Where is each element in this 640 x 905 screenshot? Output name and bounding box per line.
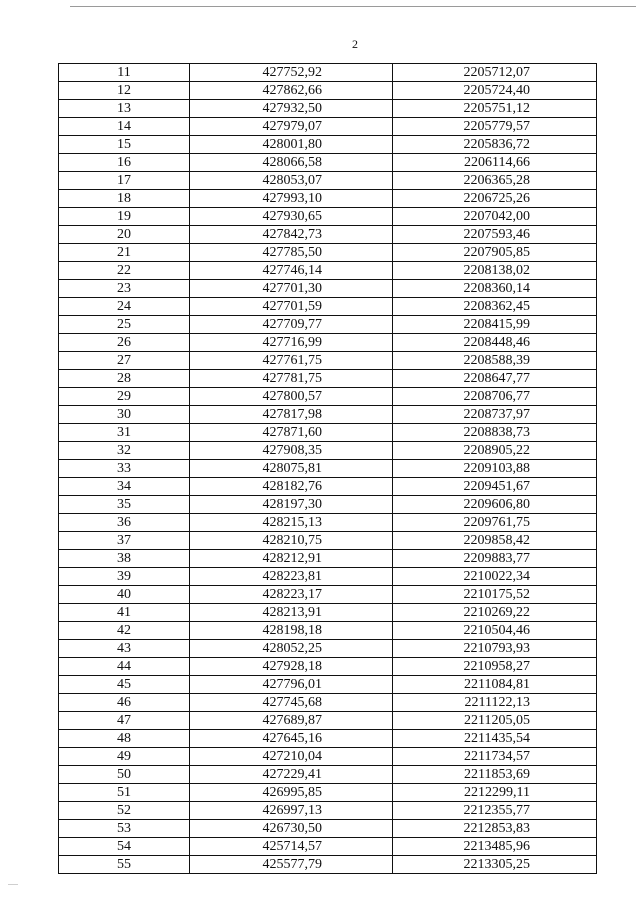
- table-row: [59, 316, 597, 334]
- x-coordinate-cell: 427716,99: [190, 334, 393, 352]
- table-row: [59, 568, 597, 586]
- table-row: [59, 136, 597, 154]
- x-coordinate-cell: 426730,50: [190, 820, 393, 838]
- x-coordinate-cell: 428053,07: [190, 172, 393, 190]
- y-coordinate-cell: 2213485,96: [393, 838, 597, 856]
- point-number-cell: 38: [59, 550, 190, 568]
- point-number-cell: 42: [59, 622, 190, 640]
- table-row: [59, 604, 597, 622]
- x-coordinate-cell: 428066,58: [190, 154, 393, 172]
- y-coordinate-cell: 2211853,69: [393, 766, 597, 784]
- y-coordinate-cell: 2208415,99: [393, 316, 597, 334]
- y-coordinate-cell: 2206114,66: [393, 154, 597, 172]
- x-coordinate-cell: 427229,41: [190, 766, 393, 784]
- y-coordinate-cell: 2209883,77: [393, 550, 597, 568]
- table-row: [59, 514, 597, 532]
- x-coordinate-cell: 427979,07: [190, 118, 393, 136]
- table-row: [59, 118, 597, 136]
- table-row: [59, 712, 597, 730]
- x-coordinate-cell: 428223,81: [190, 568, 393, 586]
- x-coordinate-cell: 427781,75: [190, 370, 393, 388]
- y-coordinate-cell: 2207042,00: [393, 208, 597, 226]
- x-coordinate-cell: 427761,75: [190, 352, 393, 370]
- y-coordinate-cell: 2211122,13: [393, 694, 597, 712]
- y-coordinate-cell: 2208905,22: [393, 442, 597, 460]
- point-number-cell: 47: [59, 712, 190, 730]
- point-number-cell: 31: [59, 424, 190, 442]
- y-coordinate-cell: 2209451,67: [393, 478, 597, 496]
- point-number-cell: 43: [59, 640, 190, 658]
- point-number-cell: 29: [59, 388, 190, 406]
- x-coordinate-cell: 427785,50: [190, 244, 393, 262]
- point-number-cell: 11: [59, 64, 190, 82]
- scan-mark: [8, 884, 18, 885]
- x-coordinate-cell: 428215,13: [190, 514, 393, 532]
- table-row: [59, 550, 597, 568]
- point-number-cell: 33: [59, 460, 190, 478]
- y-coordinate-cell: 2210793,93: [393, 640, 597, 658]
- y-coordinate-cell: 2208362,45: [393, 298, 597, 316]
- table-row: [59, 460, 597, 478]
- point-number-cell: 45: [59, 676, 190, 694]
- x-coordinate-cell: 427709,77: [190, 316, 393, 334]
- x-coordinate-cell: 427817,98: [190, 406, 393, 424]
- x-coordinate-cell: 425714,57: [190, 838, 393, 856]
- y-coordinate-cell: 2208138,02: [393, 262, 597, 280]
- y-coordinate-cell: 2212355,77: [393, 802, 597, 820]
- table-row: [59, 154, 597, 172]
- y-coordinate-cell: 2207593,46: [393, 226, 597, 244]
- point-number-cell: 46: [59, 694, 190, 712]
- point-number-cell: 21: [59, 244, 190, 262]
- y-coordinate-cell: 2205751,12: [393, 100, 597, 118]
- table-row: [59, 244, 597, 262]
- x-coordinate-cell: 428052,25: [190, 640, 393, 658]
- y-coordinate-cell: 2205712,07: [393, 64, 597, 82]
- y-coordinate-cell: 2206365,28: [393, 172, 597, 190]
- table-row: [59, 64, 597, 82]
- y-coordinate-cell: 2212853,83: [393, 820, 597, 838]
- x-coordinate-cell: 427908,35: [190, 442, 393, 460]
- point-number-cell: 54: [59, 838, 190, 856]
- y-coordinate-cell: 2206725,26: [393, 190, 597, 208]
- point-number-cell: 15: [59, 136, 190, 154]
- point-number-cell: 52: [59, 802, 190, 820]
- point-number-cell: 35: [59, 496, 190, 514]
- point-number-cell: 25: [59, 316, 190, 334]
- point-number-cell: 44: [59, 658, 190, 676]
- point-number-cell: 19: [59, 208, 190, 226]
- y-coordinate-cell: 2210022,34: [393, 568, 597, 586]
- table-row: [59, 856, 597, 874]
- x-coordinate-cell: 427796,01: [190, 676, 393, 694]
- x-coordinate-cell: 428210,75: [190, 532, 393, 550]
- table-row: [59, 82, 597, 100]
- x-coordinate-cell: 428197,30: [190, 496, 393, 514]
- point-number-cell: 18: [59, 190, 190, 208]
- table-row: [59, 676, 597, 694]
- x-coordinate-cell: 427862,66: [190, 82, 393, 100]
- table-row: [59, 766, 597, 784]
- point-number-cell: 53: [59, 820, 190, 838]
- point-number-cell: 22: [59, 262, 190, 280]
- x-coordinate-cell: 428212,91: [190, 550, 393, 568]
- point-number-cell: 28: [59, 370, 190, 388]
- point-number-cell: 24: [59, 298, 190, 316]
- x-coordinate-cell: 427993,10: [190, 190, 393, 208]
- y-coordinate-cell: 2205779,57: [393, 118, 597, 136]
- table-row: [59, 388, 597, 406]
- y-coordinate-cell: 2211205,05: [393, 712, 597, 730]
- point-number-cell: 16: [59, 154, 190, 172]
- x-coordinate-cell: 428223,17: [190, 586, 393, 604]
- y-coordinate-cell: 2210269,22: [393, 604, 597, 622]
- point-number-cell: 17: [59, 172, 190, 190]
- x-coordinate-cell: 427745,68: [190, 694, 393, 712]
- page-number: 2: [352, 37, 358, 51]
- y-coordinate-cell: 2208588,39: [393, 352, 597, 370]
- table-row: [59, 640, 597, 658]
- x-coordinate-cell: 427930,65: [190, 208, 393, 226]
- table-row: [59, 190, 597, 208]
- point-number-cell: 36: [59, 514, 190, 532]
- y-coordinate-cell: 2208838,73: [393, 424, 597, 442]
- y-coordinate-cell: 2209761,75: [393, 514, 597, 532]
- point-number-cell: 55: [59, 856, 190, 874]
- table-row: [59, 334, 597, 352]
- table-row: [59, 280, 597, 298]
- x-coordinate-cell: 427752,92: [190, 64, 393, 82]
- point-number-cell: 50: [59, 766, 190, 784]
- table-row: [59, 820, 597, 838]
- x-coordinate-cell: 427928,18: [190, 658, 393, 676]
- table-row: [59, 802, 597, 820]
- point-number-cell: 40: [59, 586, 190, 604]
- x-coordinate-cell: 427701,30: [190, 280, 393, 298]
- x-coordinate-cell: 427842,73: [190, 226, 393, 244]
- x-coordinate-cell: 426995,85: [190, 784, 393, 802]
- x-coordinate-cell: 426997,13: [190, 802, 393, 820]
- x-coordinate-cell: 427871,60: [190, 424, 393, 442]
- x-coordinate-cell: 427689,87: [190, 712, 393, 730]
- x-coordinate-cell: 428001,80: [190, 136, 393, 154]
- table-row: [59, 100, 597, 118]
- y-coordinate-cell: 2205724,40: [393, 82, 597, 100]
- point-number-cell: 13: [59, 100, 190, 118]
- table-row: [59, 208, 597, 226]
- x-coordinate-cell: 427932,50: [190, 100, 393, 118]
- table-row: [59, 406, 597, 424]
- point-number-cell: 14: [59, 118, 190, 136]
- x-coordinate-cell: 428213,91: [190, 604, 393, 622]
- point-number-cell: 39: [59, 568, 190, 586]
- y-coordinate-cell: 2209103,88: [393, 460, 597, 478]
- table-row: [59, 424, 597, 442]
- point-number-cell: 41: [59, 604, 190, 622]
- top-border-line: [70, 6, 636, 7]
- table-row: [59, 838, 597, 856]
- table-row: [59, 658, 597, 676]
- x-coordinate-cell: 427800,57: [190, 388, 393, 406]
- x-coordinate-cell: 427746,14: [190, 262, 393, 280]
- point-number-cell: 32: [59, 442, 190, 460]
- y-coordinate-cell: 2208737,97: [393, 406, 597, 424]
- y-coordinate-cell: 2211734,57: [393, 748, 597, 766]
- table-row: [59, 172, 597, 190]
- point-number-cell: 26: [59, 334, 190, 352]
- table-row: [59, 748, 597, 766]
- y-coordinate-cell: 2212299,11: [393, 784, 597, 802]
- table-row: [59, 370, 597, 388]
- table-row: [59, 694, 597, 712]
- table-row: [59, 352, 597, 370]
- point-number-cell: 30: [59, 406, 190, 424]
- x-coordinate-cell: 427701,59: [190, 298, 393, 316]
- x-coordinate-cell: 428182,76: [190, 478, 393, 496]
- table-row: [59, 622, 597, 640]
- point-number-cell: 48: [59, 730, 190, 748]
- y-coordinate-cell: 2205836,72: [393, 136, 597, 154]
- point-number-cell: 37: [59, 532, 190, 550]
- y-coordinate-cell: 2207905,85: [393, 244, 597, 262]
- coordinates-table-body: [59, 64, 597, 874]
- y-coordinate-cell: 2209606,80: [393, 496, 597, 514]
- table-row: [59, 730, 597, 748]
- y-coordinate-cell: 2208448,46: [393, 334, 597, 352]
- y-coordinate-cell: 2208360,14: [393, 280, 597, 298]
- table-row: [59, 496, 597, 514]
- x-coordinate-cell: 428075,81: [190, 460, 393, 478]
- table-row: [59, 478, 597, 496]
- point-number-cell: 20: [59, 226, 190, 244]
- point-number-cell: 34: [59, 478, 190, 496]
- y-coordinate-cell: 2209858,42: [393, 532, 597, 550]
- x-coordinate-cell: 425577,79: [190, 856, 393, 874]
- y-coordinate-cell: 2213305,25: [393, 856, 597, 874]
- x-coordinate-cell: 428198,18: [190, 622, 393, 640]
- y-coordinate-cell: 2210175,52: [393, 586, 597, 604]
- x-coordinate-cell: 427210,04: [190, 748, 393, 766]
- y-coordinate-cell: 2210958,27: [393, 658, 597, 676]
- x-coordinate-cell: 427645,16: [190, 730, 393, 748]
- coordinates-table: [58, 63, 597, 874]
- table-row: [59, 532, 597, 550]
- table-row: [59, 226, 597, 244]
- table-row: [59, 784, 597, 802]
- y-coordinate-cell: 2208647,77: [393, 370, 597, 388]
- table-row: [59, 586, 597, 604]
- point-number-cell: 23: [59, 280, 190, 298]
- y-coordinate-cell: 2208706,77: [393, 388, 597, 406]
- table-row: [59, 442, 597, 460]
- table-row: [59, 298, 597, 316]
- table-row: [59, 262, 597, 280]
- y-coordinate-cell: 2210504,46: [393, 622, 597, 640]
- point-number-cell: 49: [59, 748, 190, 766]
- point-number-cell: 51: [59, 784, 190, 802]
- y-coordinate-cell: 2211435,54: [393, 730, 597, 748]
- point-number-cell: 27: [59, 352, 190, 370]
- y-coordinate-cell: 2211084,81: [393, 676, 597, 694]
- point-number-cell: 12: [59, 82, 190, 100]
